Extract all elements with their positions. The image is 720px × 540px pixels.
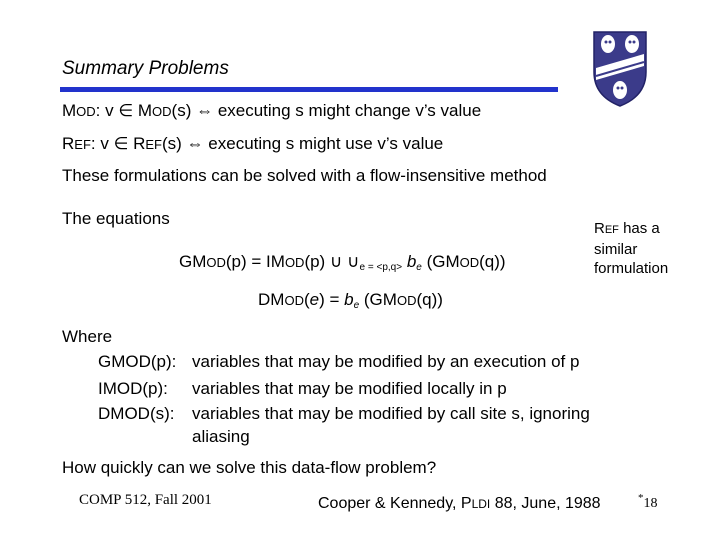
footer-course: COMP 512, Fall 2001 — [79, 492, 212, 508]
definition-term: IMOD(p): — [98, 379, 168, 398]
slide-title: Summary Problems — [62, 58, 229, 79]
definition-row — [98, 427, 250, 447]
definition-desc: variables that may be modified by call site s, ignoring — [192, 404, 590, 423]
ref-definition: REF: v ∈ REF(s) ⇔ executing s might use v’s value — [62, 134, 444, 153]
footer-citation: Cooper & Kennedy, PLDI 88, June, 1988 — [318, 495, 601, 512]
title-underline — [60, 87, 558, 92]
definition-term: GMOD(p): — [98, 352, 177, 371]
definition-term: DMOD(s): — [98, 404, 175, 423]
ref-similar-note: REF has a similar formulation — [594, 220, 669, 277]
definition-row — [98, 352, 579, 372]
dmod-equation: DMOD(e) = be (GMOD(q)) — [258, 290, 443, 311]
page-number: *18 — [638, 492, 658, 511]
flow-insensitive-note: These formulations can be solved with a flow-insensitive method — [62, 166, 547, 185]
definition-desc: variables that may be modified by an execution of p — [192, 352, 580, 371]
university-seal-logo — [590, 28, 650, 108]
mod-definition: MOD: v ∈ MOD(s) ⇔ executing s might change v’s value — [62, 101, 482, 120]
where-heading: Where — [62, 327, 113, 346]
equations-heading: The equations — [62, 209, 170, 228]
definition-desc: aliasing — [192, 427, 250, 446]
definition-desc: variables that may be modified locally in p — [192, 379, 507, 398]
definition-row — [98, 404, 590, 424]
definition-row — [98, 379, 507, 399]
gmod-equation: GMOD(p) = IMOD(p) ∪ $\cup_{e = <p,q>}$ be (GMOD(q)) — [179, 252, 506, 273]
dataflow-question: How quickly can we solve this data-flow problem? — [62, 458, 437, 477]
